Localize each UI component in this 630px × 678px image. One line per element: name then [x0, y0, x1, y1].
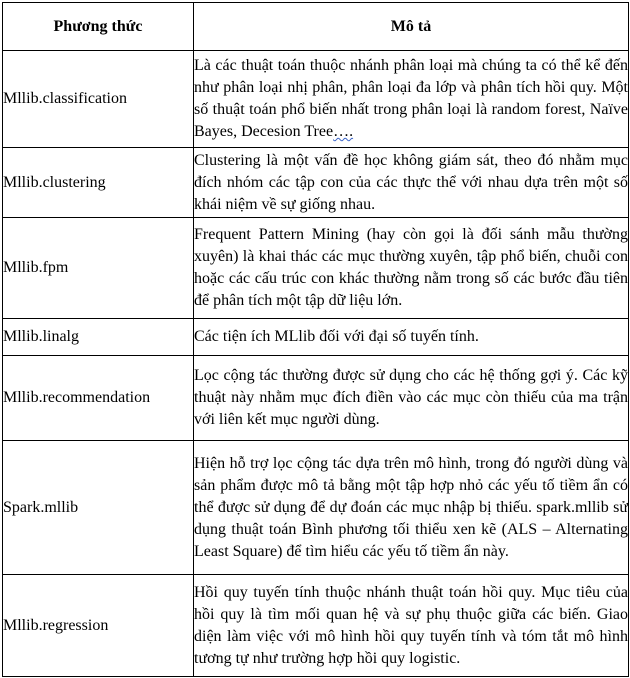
mllib-methods-table: [2, 2, 629, 677]
method-name: Mllib.classification: [3, 51, 194, 148]
method-name: Mllib.recommendation: [3, 356, 194, 441]
header-method: Phương thức: [3, 3, 194, 51]
method-description: Các tiện ích MLlib đối với đại số tuyến tính.: [194, 319, 629, 356]
table-row: [3, 441, 629, 575]
table-row: [3, 575, 629, 677]
table-row: [3, 356, 629, 441]
method-description: [194, 51, 629, 148]
method-description: Hồi quy tuyến tính thuộc nhánh thuật toán hồi quy. Mục tiêu của hồi quy là tìm mối quan hệ và sự phụ thuộc giữa các biến. Giao diện làm việc với mô hình hồi quy tuyến tính và tóm tắt mô hình tương tự như trường hợp hồi quy logistic.: [194, 575, 629, 677]
table-row: [3, 51, 629, 148]
method-description: Clustering là một vấn đề học không giám sát, theo đó nhằm mục đích nhóm các tập con của các thực thể với nhau dựa trên một số khái niệm về sự giống nhau.: [194, 148, 629, 218]
method-name: Mllib.fpm: [3, 218, 194, 319]
description-text: Là các thuật toán thuộc nhánh phân loại mà chúng ta có thể kể đến như phân loại nhị phân, phân loại đa lớp và phân tích hồi quy. Một số thuật toán phổ biến nhất trong phân loại là random forest, Naïve Bayes, Decesion Tree: [194, 57, 628, 140]
table-row: [3, 148, 629, 218]
method-name: Mllib.linalg: [3, 319, 194, 356]
method-description: Frequent Pattern Mining (hay còn gọi là đối sánh mẫu thường xuyên) là khai thác các mục thường xuyên, tập phổ biến, chuỗi con hoặc các cấu trúc con khác thường nằm trong số các bước đầu tiên để phân tích một tập dữ liệu lớn.: [194, 218, 629, 319]
table-row: [3, 218, 629, 319]
description-ellipsis: ….: [333, 123, 354, 140]
table-row: [3, 319, 629, 356]
method-name: Spark.mllib: [3, 441, 194, 575]
method-name: Mllib.clustering: [3, 148, 194, 218]
method-description: Hiện hỗ trợ lọc cộng tác dựa trên mô hình, trong đó người dùng và sản phẩm được mô tả bằng một tập hợp nhỏ các yếu tố tiềm ẩn có thể được sử dụng để dự đoán các mục nhập bị thiếu. spark.mllib sử dụng thuật toán Bình phương tối thiểu xen kẽ (ALS – Alternating Least Square) để tìm hiểu các yếu tố tiềm ẩn này.: [194, 441, 629, 575]
table-header-row: [3, 3, 629, 51]
method-name: Mllib.regression: [3, 575, 194, 677]
method-description: Lọc cộng tác thường được sử dụng cho các hệ thống gợi ý. Các kỹ thuật này nhằm mục đích điền vào các mục còn thiếu của ma trận với liên kết mục người dùng.: [194, 356, 629, 441]
header-description: Mô tả: [194, 3, 629, 51]
